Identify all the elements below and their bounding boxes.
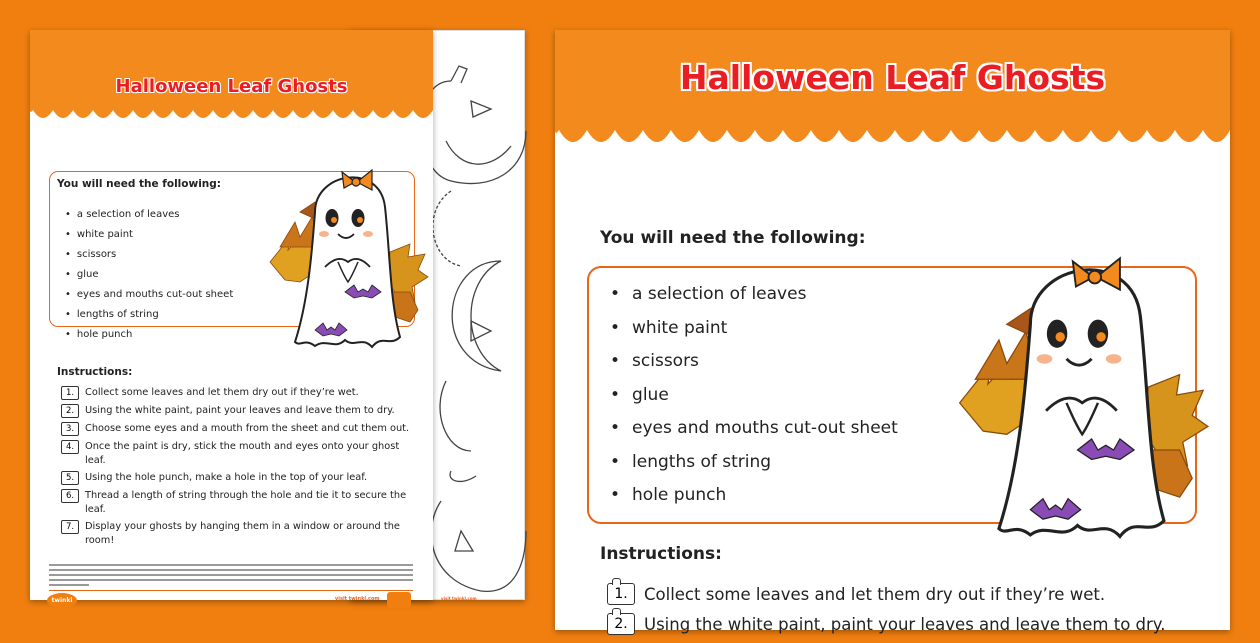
list-item: • lengths of string	[65, 305, 233, 325]
list-item: 4. Once the paint is dry, stick the mouth and eyes onto your ghost leaf.	[61, 440, 421, 467]
list-item: 2. Using the white paint, paint your leaves and leave them to dry.	[607, 613, 1207, 643]
list-item: 5. Using the hole punch, make a hole in the top of your leaf.	[61, 471, 421, 485]
materials-list	[65, 205, 233, 345]
list-item: • white paint	[610, 312, 898, 346]
instructions-list	[61, 386, 421, 551]
fine-print-disclaimer	[49, 562, 413, 588]
scallop-border	[30, 100, 433, 132]
list-item: • hole punch	[65, 325, 233, 345]
list-item: • glue	[610, 379, 898, 413]
scallop-border	[555, 130, 1230, 154]
list-item: • scissors	[610, 345, 898, 379]
list-item: • a selection of leaves	[610, 278, 898, 312]
list-item: • hole punch	[610, 479, 898, 513]
badge-icon	[387, 592, 411, 608]
instructions-heading: Instructions:	[600, 544, 722, 564]
instructions-list	[607, 583, 1207, 643]
materials-heading: You will need the following:	[600, 228, 866, 248]
list-item: • eyes and mouths cut-out sheet	[65, 285, 233, 305]
list-item: • lengths of string	[610, 446, 898, 480]
ghost-illustration	[935, 230, 1220, 564]
list-item: 1. Collect some leaves and let them dry out if they’re wet.	[61, 386, 421, 400]
footer-url: visit twinkl.com	[335, 596, 380, 602]
list-item: 2. Using the white paint, paint your leaves and leave them to dry.	[61, 404, 421, 418]
footer-divider	[49, 590, 413, 591]
page-title: Halloween Leaf Ghosts	[679, 58, 1106, 97]
list-item: • white paint	[65, 225, 233, 245]
page-title: Halloween Leaf Ghosts	[115, 76, 348, 97]
twinkl-logo: twinkl	[47, 593, 77, 608]
list-item: 7. Display your ghosts by hanging them in a window or around the room!	[61, 520, 421, 547]
list-item: • a selection of leaves	[65, 205, 233, 225]
back-sheet-url: visit twinkl.com	[441, 596, 477, 601]
list-item: • eyes and mouths cut-out sheet	[610, 412, 898, 446]
list-item: 6. Thread a length of string through the hole and tie it to secure the leaf.	[61, 489, 421, 516]
materials-heading: You will need the following:	[57, 178, 221, 190]
list-item: • glue	[65, 265, 233, 285]
worksheet-preview-small	[30, 30, 433, 604]
worksheet-main	[555, 30, 1230, 634]
instructions-heading: Instructions:	[57, 366, 133, 378]
materials-list	[610, 278, 898, 513]
list-item: • scissors	[65, 245, 233, 265]
list-item: 3. Choose some eyes and a mouth from the sheet and cut them out.	[61, 422, 421, 436]
list-item: 1. Collect some leaves and let them dry out if they’re wet.	[607, 583, 1207, 613]
ghost-illustration	[260, 152, 430, 366]
